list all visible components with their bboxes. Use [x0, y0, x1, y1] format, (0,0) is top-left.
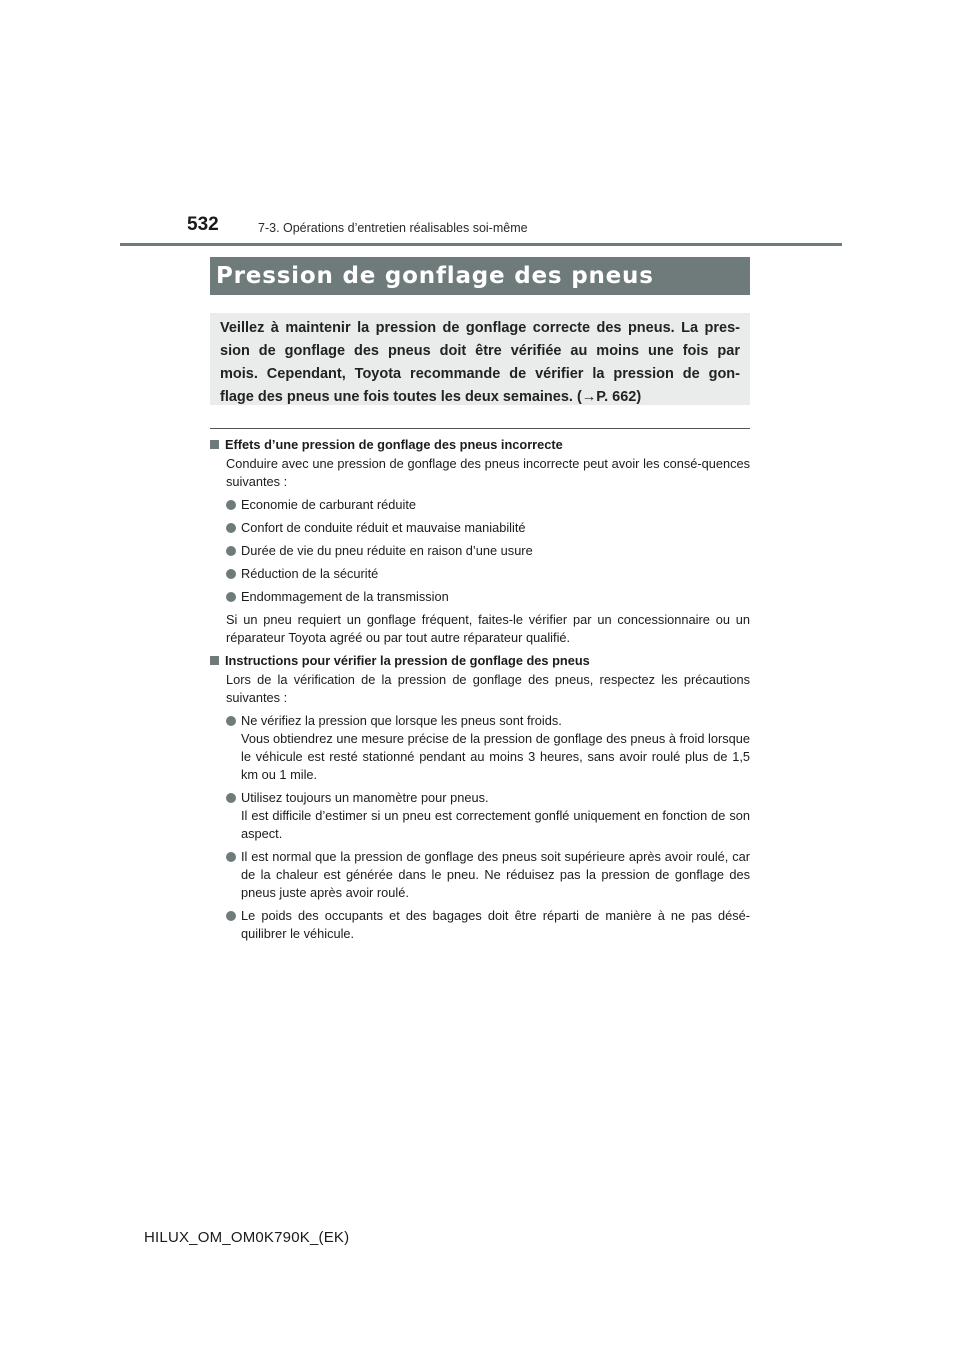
list-item-text — [241, 848, 750, 902]
circle-bullet-icon — [226, 500, 236, 510]
list-item — [210, 565, 750, 583]
section-heading-text: Instructions pour vérifier la pression de gonflage des pneus — [225, 653, 590, 668]
list-item — [210, 519, 750, 537]
list-item-line: Le poids des occupants et des bagages doit être réparti de manière à ne pas désé-quilibrer le véhicule. — [241, 908, 750, 941]
list-item — [210, 542, 750, 560]
list-item — [210, 848, 750, 902]
list-item — [210, 789, 750, 843]
paragraph: Lors de la vérification de la pression de gonflage des pneus, respectez les précautions suivantes : — [226, 672, 750, 705]
title-bar — [210, 257, 750, 295]
intro-box — [210, 313, 750, 405]
list-item-text: Réduction de la sécurité — [241, 566, 379, 581]
paragraph: Si un pneu requiert un gonflage fréquent, faites-le vérifier par un concessionnaire ou un réparateur Toyota agréé ou par tout autre réparateur qualifié. — [226, 612, 750, 645]
list-item-text — [241, 789, 750, 843]
section-divider — [210, 428, 750, 429]
list-item-text — [241, 712, 750, 784]
paragraph: Conduire avec une pression de gonflage des pneus incorrecte peut avoir les consé-quences suivantes : — [226, 456, 750, 489]
list-item-line: Ne vérifiez la pression que lorsque les pneus sont froids. — [241, 713, 562, 728]
list-item-line: Utilisez toujours un manomètre pour pneus. — [241, 790, 489, 805]
page-title: Pression de gonflage des pneus — [216, 263, 654, 289]
intro-line: mois. Cependant, Toyota recommande de vérifier la pression de gon- — [220, 366, 740, 382]
list-item — [210, 712, 750, 784]
list-item-line: Vous obtiendrez une mesure précise de la pression de gonflage des pneus à froid lorsque le véhicule est resté stationné pendant au moins 3 heures, sans avoir roulé plus de 1,5 km ou 1 mile. — [241, 731, 750, 782]
list-item — [210, 588, 750, 606]
page-number: 532 — [187, 214, 219, 235]
circle-bullet-icon — [226, 716, 236, 726]
list-item-text: Economie de carburant réduite — [241, 497, 416, 512]
section-heading-text: Effets d’une pression de gonflage des pneus incorrecte — [225, 437, 563, 452]
section-label: 7-3. Opérations d’entretien réalisables soi-même — [258, 221, 528, 235]
circle-bullet-icon — [226, 569, 236, 579]
list-item-text — [241, 907, 750, 943]
intro-line: Veillez à maintenir la pression de gonflage correcte des pneus. La pres- — [220, 320, 740, 336]
section-heading — [210, 652, 750, 670]
circle-bullet-icon — [226, 592, 236, 602]
list-item-text: Durée de vie du pneu réduite en raison d’une usure — [241, 543, 533, 558]
content — [210, 436, 750, 943]
intro-line: flage des pneus une fois toutes les deux semaines. (→P. 662) — [220, 389, 642, 405]
list-item — [210, 496, 750, 514]
square-bullet-icon — [210, 440, 219, 449]
intro-line: sion de gonflage des pneus doit être vérifiée au moins une fois par — [220, 343, 740, 359]
circle-bullet-icon — [226, 546, 236, 556]
section-heading — [210, 436, 750, 454]
list-item-text: Confort de conduite réduit et mauvaise maniabilité — [241, 520, 526, 535]
circle-bullet-icon — [226, 852, 236, 862]
list-item-text: Endommagement de la transmission — [241, 589, 449, 604]
square-bullet-icon — [210, 656, 219, 665]
header-rule — [120, 243, 842, 246]
document-footer: HILUX_OM_OM0K790K_(EK) — [144, 1229, 350, 1246]
list-item-line: Il est normal que la pression de gonflage des pneus soit supérieure après avoir roulé, car de la chaleur est générée dans le pneu. Ne réduisez pas la pression de gonflage des pneus juste après avoir roulé. — [241, 849, 750, 900]
list-item-line: Il est difficile d’estimer si un pneu est correctement gonflé uniquement en fonction de son aspect. — [241, 808, 750, 841]
list-item — [210, 907, 750, 943]
circle-bullet-icon — [226, 793, 236, 803]
circle-bullet-icon — [226, 911, 236, 921]
circle-bullet-icon — [226, 523, 236, 533]
